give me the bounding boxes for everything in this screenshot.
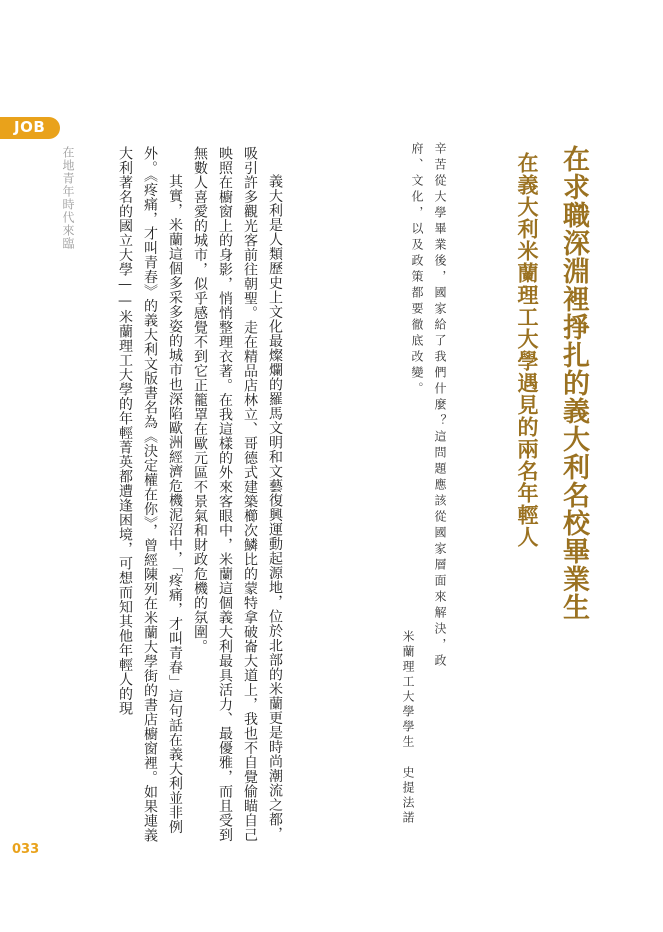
page-subtitle: 在義大利米蘭理工大學遇見的兩名年輕人 bbox=[515, 152, 540, 548]
section-tab bbox=[0, 117, 60, 139]
quote-attribution-name: 史提法諾 bbox=[401, 766, 415, 826]
body-paragraph-2: 其實，米蘭這個多采多姿的城市也深陷歐洲經濟危機泥沼中，「疼痛，才叫青春」這句話在義大利並非例外。《疼痛，才叫青春》的義大利文版書名為《決定權在你》，曾經陳列在米蘭大學街的書店櫥窗裡。如果連義大利著名的國立大學——米蘭理工大學的年輕菁英都遭逢困境，可想而知其他年輕人的現 bbox=[117, 146, 183, 843]
section-tab-label: JOB bbox=[14, 118, 46, 136]
quote-attribution-school: 米蘭理工大學學生 bbox=[401, 630, 415, 750]
body-text bbox=[112, 146, 287, 846]
series-title: 在地青年時代來臨 bbox=[61, 146, 75, 250]
body-paragraph-1: 義大利是人類歷史上文化最燦爛的羅馬文明和文藝復興運動起源地，位於北部的米蘭更是時尚潮流之都，吸引許多觀光客前往朝聖。走在精品店林立、哥德式建築櫛次鱗比的蒙特拿破崙大道上，我也不自覺偷瞄自己映照在櫥窗上的身影，悄悄整理衣著。在我這樣的外來客眼中，米蘭這個義大利最具活力、最優雅，而且受到無數人喜愛的城市，似乎感覺不到它正籠罩在歐元區不景氣和財政危機的氛圍。 bbox=[192, 146, 283, 842]
pull-quote: 辛苦從大學畢業後，國家給了我們什麼？這問題應該從國家層面來解決，政府、文化，以及政策都要徹底改變。 bbox=[410, 142, 447, 670]
page-title: 在求職深淵裡掙扎的義大利名校畢業生 bbox=[558, 145, 589, 621]
page-number: 033 bbox=[12, 842, 40, 857]
